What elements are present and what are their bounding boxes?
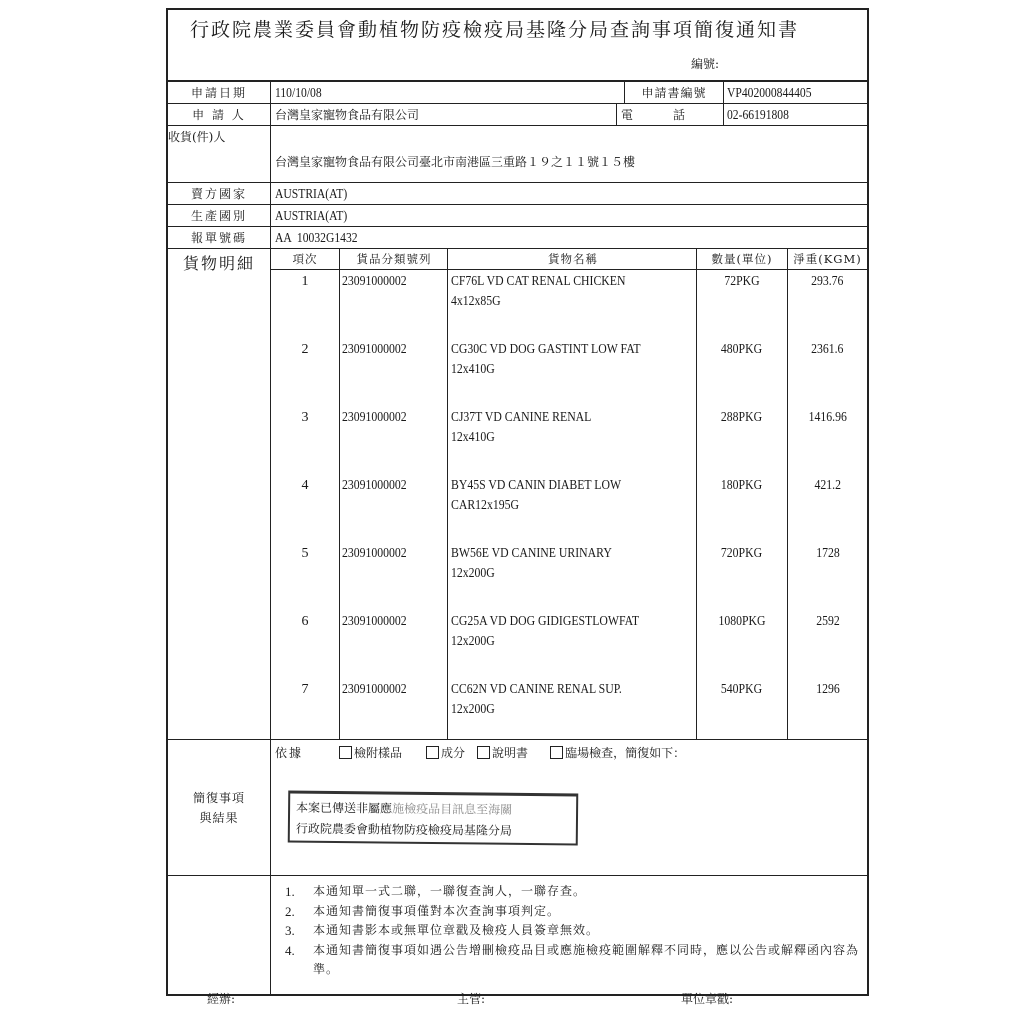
checkbox-label: 臨場檢查，簡復如下：	[565, 746, 686, 760]
goods-name-line1: BY45S VD CANIN DIABET LOW	[451, 478, 622, 493]
notes-label-empty	[168, 876, 271, 994]
quantity: 720PKG	[721, 546, 763, 561]
quantity: 480PKG	[721, 342, 763, 357]
note-item: 4. 本通知書簡復事項如遇公告增刪檢疫品目或應施檢疫範圍解釋不同時，應以公告或解釋函內容為準。	[285, 942, 860, 976]
note-item: 1. 本通知單一式二聯，一聯復查詢人，一聯存查。	[285, 884, 587, 899]
reply-body	[271, 740, 867, 875]
note-item: 3. 本通知書影本或無單位章戳及檢疫人員簽章無效。	[285, 923, 600, 938]
col-hs-code: 貨品分類號列	[340, 249, 448, 270]
seller-country-value: AUSTRIA(AT)	[275, 185, 348, 201]
application-no-value: VP402000844405	[727, 84, 812, 100]
document-number	[168, 46, 867, 82]
item-no: 4	[271, 474, 340, 542]
goods-name-line2: 12x200G	[451, 566, 495, 581]
basis-label: 依據	[275, 746, 304, 760]
net-weight: 1416.96	[808, 410, 847, 425]
hs-code: 23091000002	[342, 410, 407, 425]
basis-line	[275, 744, 685, 761]
checkbox-sample[interactable]	[339, 744, 402, 761]
official-stamp	[288, 790, 579, 845]
quantity: 72PKG	[724, 274, 760, 289]
item-no: 3	[271, 406, 340, 474]
notes-section	[168, 876, 867, 994]
declaration-no-value: AA 10032G1432	[275, 229, 358, 245]
hs-code: 23091000002	[342, 546, 407, 561]
row-origin-country	[168, 205, 867, 227]
net-weight: 421.2	[814, 478, 841, 493]
hs-code: 23091000002	[342, 682, 407, 697]
handler-label: 經辦:	[207, 992, 236, 1006]
quarantine-reply-notice	[166, 8, 869, 996]
table-row	[271, 270, 867, 339]
quantity: 180PKG	[721, 478, 763, 493]
declaration-no-label: 報單號碼	[168, 227, 271, 248]
reply-label-line2: 與結果	[199, 810, 239, 825]
application-no-label: 申請書編號	[624, 82, 724, 103]
application-date-value: 110/10/08	[275, 84, 322, 100]
row-application-date	[168, 82, 867, 104]
goods-table	[271, 249, 867, 739]
consignee-value: 台灣皇家寵物食品有限公司臺北市南港區三重路１９之１１號１５樓	[275, 154, 636, 169]
col-item-no: 項次	[271, 249, 340, 270]
goods-name-line2: CAR12x195G	[451, 498, 519, 513]
document-number-label: 編號:	[690, 56, 719, 71]
net-weight: 1728	[815, 546, 840, 561]
goods-name-line1: CC62N VD CANINE RENAL SUP.	[451, 682, 622, 697]
row-declaration-no	[168, 227, 867, 249]
checkbox-label: 檢附樣品	[354, 746, 403, 760]
reply-label	[168, 740, 271, 875]
hs-code: 23091000002	[342, 342, 407, 357]
item-no: 6	[271, 610, 340, 678]
quantity: 288PKG	[721, 410, 763, 425]
goods-name-line1: CF76L VD CAT RENAL CHICKEN	[451, 274, 626, 289]
phone-label: 電 話	[616, 104, 724, 125]
checkbox-square[interactable]	[550, 746, 563, 759]
checkbox-square[interactable]	[477, 746, 490, 759]
document-frame	[166, 8, 869, 996]
table-row	[271, 474, 867, 542]
table-row	[271, 542, 867, 610]
item-no: 2	[271, 338, 340, 406]
item-no: 1	[271, 270, 340, 339]
reply-label-line1: 簡復事項	[192, 790, 245, 805]
application-date-label: 申請日期	[168, 82, 271, 103]
seller-country-label: 賣方國家	[168, 183, 271, 204]
table-row	[271, 338, 867, 406]
row-consignee	[168, 126, 867, 183]
stamp-line2: 行政院農委會動植物防疫檢疫局基隆分局	[295, 821, 512, 838]
checkbox-onsite-inspection[interactable]	[550, 744, 685, 761]
hs-code: 23091000002	[342, 274, 407, 289]
quantity: 1080PKG	[718, 614, 766, 629]
checkbox-square[interactable]	[339, 746, 352, 759]
checkbox-ingredients[interactable]	[426, 744, 465, 761]
applicant-label: 申 請 人	[168, 104, 271, 125]
goods-label: 貨物明細	[168, 249, 271, 739]
note-item: 2. 本通知書簡復事項僅對本次查詢事項判定。	[285, 903, 561, 919]
goods-name-line1: CG30C VD DOG GASTINT LOW FAT	[451, 342, 641, 357]
row-seller-country	[168, 183, 867, 205]
notes-list	[271, 876, 867, 994]
unit-seal-label: 單位章戳:	[681, 992, 734, 1006]
checkbox-square[interactable]	[426, 746, 439, 759]
table-row	[271, 406, 867, 474]
goods-name-line2: 12x410G	[451, 430, 495, 445]
table-row	[271, 610, 867, 678]
table-row	[271, 678, 867, 739]
phone-value: 02-66191808	[727, 106, 789, 122]
origin-country-label: 生產國別	[168, 205, 271, 226]
quantity: 540PKG	[721, 682, 763, 697]
goods-section	[168, 249, 867, 740]
checkbox-manual[interactable]	[477, 744, 528, 761]
col-quantity: 數量(單位)	[697, 249, 788, 270]
goods-name-line1: CG25A VD DOG GIDIGESTLOWFAT	[451, 614, 640, 629]
goods-header-row	[271, 249, 867, 270]
hs-code: 23091000002	[342, 478, 407, 493]
goods-name-line2: 12x200G	[451, 702, 495, 717]
item-no: 7	[271, 678, 340, 739]
goods-name-line2: 12x410G	[451, 362, 495, 377]
applicant-value: 台灣皇家寵物食品有限公司	[275, 108, 420, 122]
origin-country-value: AUSTRIA(AT)	[275, 207, 348, 223]
reply-section	[168, 740, 867, 876]
checkbox-label: 說明書	[492, 746, 529, 760]
net-weight: 293.76	[811, 274, 844, 289]
consignee-label: 收貨(件)人	[168, 126, 271, 182]
item-no: 5	[271, 542, 340, 610]
goods-name-line1: BW56E VD CANINE URINARY	[451, 546, 612, 561]
net-weight: 2361.6	[811, 342, 844, 357]
hs-code: 23091000002	[342, 614, 407, 629]
goods-name-line2: 4x12x85G	[451, 294, 501, 309]
net-weight: 2592	[815, 614, 840, 629]
row-applicant	[168, 104, 867, 126]
document-title: 行政院農業委員會動植物防疫檢疫局基隆分局查詢事項簡復通知書	[190, 18, 800, 41]
goods-name-line1: CJ37T VD CANINE RENAL	[451, 410, 592, 425]
goods-name-line2: 12x200G	[451, 634, 495, 649]
net-weight: 1296	[815, 682, 840, 697]
stamp-line1: 本案已傳送非屬應施檢疫品目訊息至海關	[296, 800, 513, 817]
supervisor-label: 主管:	[457, 992, 486, 1006]
col-goods-name: 貨物名稱	[448, 249, 697, 270]
checkbox-label: 成分	[441, 746, 466, 760]
col-net-weight: 淨重(KGM)	[788, 249, 868, 270]
